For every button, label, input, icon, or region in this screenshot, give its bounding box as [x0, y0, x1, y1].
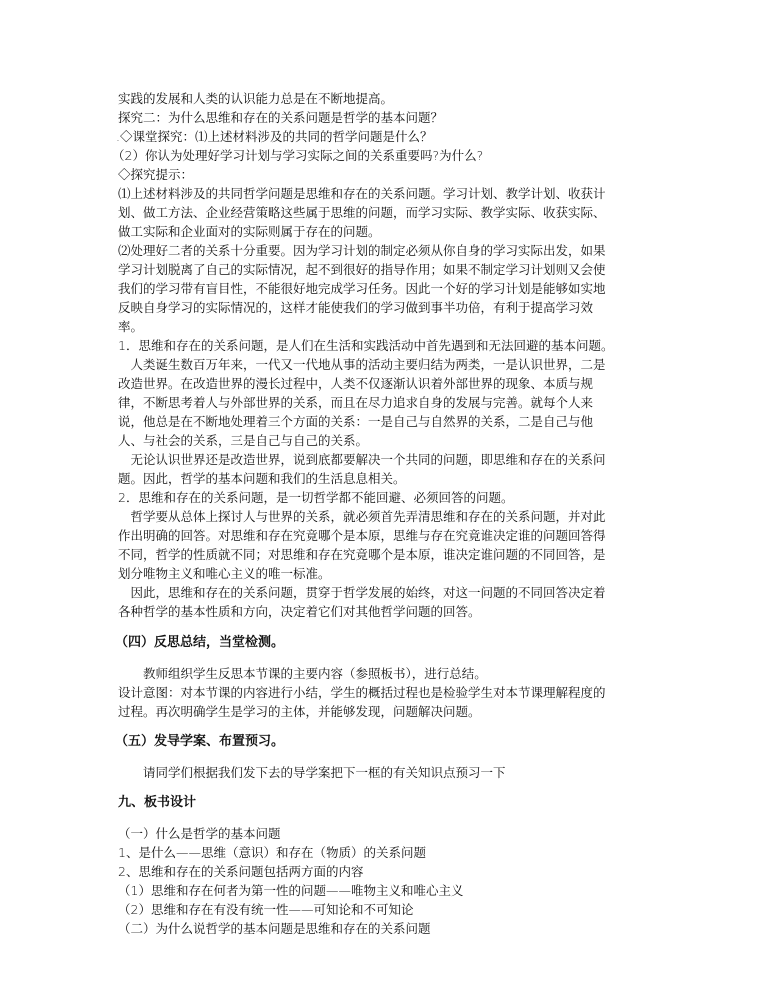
text-line: 设计意图：对本节课的内容进行小结，学生的概括过程也是检验学生对本节课理解程度的 — [118, 685, 606, 700]
text-line: 教师组织学生反思本节课的主要内容（参照板书），进行总结。 — [118, 666, 487, 681]
section-heading-board-design: 九、板书设计 — [118, 795, 197, 810]
text-line: 律，不断思考着人与外部世界的关系，而且在尽力追求自身的发展与完善。就每个人来 — [118, 395, 594, 410]
text-line: （二）为什么说哲学的基本问题是思维和存在的关系问题 — [118, 921, 431, 936]
text-line: ⑵处理好二者的关系十分重要。因为学习计划的制定必须从你自身的学习实际出发，如果 — [118, 243, 606, 258]
text-line: 各种哲学的基本性质和方向，决定着它们对其他哲学问题的回答。 — [118, 604, 481, 619]
text-line: 1、是什么——思维（意识）和存在（物质）的关系问题 — [118, 845, 426, 860]
text-line: 2、思维和存在的关系问题包括两方面的内容 — [118, 864, 364, 879]
section-heading-preview: （五）发导学案、布置预习。 — [115, 734, 285, 749]
text-line: 2．思维和存在的关系问题，是一切哲学都不能回避、必须回答的问题。 — [118, 490, 514, 505]
text-line: 人、与社会的关系，三是自己与自己的关系。 — [118, 433, 369, 448]
text-line: 人类诞生数百万年来，一代又一代地从事的活动主要归结为两类，一是认识世界，二是 — [118, 357, 606, 372]
text-line: 过程。再次明确学生是学习的主体，并能够发现，问题解决问题。 — [118, 704, 481, 719]
text-line: 1．思维和存在的关系问题，是人们在生活和实践活动中首先遇到和无法回避的基本问题。 — [118, 338, 614, 353]
heading-inquiry-two: 探究二：为什么思维和存在的关系问题是哲学的基本问题？ — [118, 110, 444, 125]
text-line: 学习计划脱离了自己的实际情况，起不到很好的指导作用；如果不制定学习计划则又会使 — [118, 262, 606, 277]
text-line: 做工实际和企业面对的实际则属于存在的问题。 — [118, 224, 381, 239]
text-line: 划分唯物主义和唯心主义的唯一标准。 — [118, 566, 331, 581]
text-line: 反映自身学习的实际情况的，这样才能使我们的学习做到事半功倍，有利于提高学习效 — [118, 300, 594, 315]
text-line: 我们的学习带有盲目性，不能很好地完成学习任务。因此一个好的学习计划是能够如实地 — [118, 281, 606, 296]
text-line: .◇课堂探究：⑴上述材料涉及的共同的哲学问题是什么？ — [116, 129, 433, 144]
text-line: 率。 — [118, 319, 144, 334]
text-line: ◇探究提示： — [118, 167, 194, 182]
text-line: （一）什么是哲学的基本问题 — [118, 826, 281, 841]
text-line: ⑴上述材料涉及的共同哲学问题是思维和存在的关系问题。学习计划、教学计划、收获计 — [118, 186, 606, 201]
text-line: 划、做工方法、企业经营策略这些属于思维的问题，而学习实际、教学实际、收获实际、 — [118, 205, 606, 220]
text-line: 请同学们根据我们发下去的导学案把下一框的有关知识点预习一下 — [118, 765, 506, 780]
text-line: （1）思维和存在何者为第一性的问题——唯物主义和唯心主义 — [118, 883, 464, 898]
text-line: 作出明确的回答。对思维和存在究竟哪个是本原，思维与存在究竟谁决定谁的问题回答得 — [118, 528, 606, 543]
text-line: 不同，哲学的性质就不同；对思维和存在究竟哪个是本原，谁决定谁问题的不同回答，是 — [118, 547, 606, 562]
text-line: 哲学要从总体上探讨人与世界的关系，就必须首先弄清思维和存在的关系问题，并对此 — [118, 509, 606, 524]
section-heading-reflection: （四）反思总结，当堂检测。 — [115, 635, 285, 650]
text-line: 改造世界。在改造世界的漫长过程中，人类不仅逐渐认识着外部世界的现象、本质与规 — [118, 376, 594, 391]
text-line: 实践的发展和人类的认识能力总是在不断地提高。 — [118, 91, 394, 106]
text-line: （2）你认为处理好学习计划与学习实际之间的关系重要吗?为什么? — [112, 148, 484, 163]
text-line: 无论认识世界还是改造世界，说到底都要解决一个共同的问题，即思维和存在的关系问 — [118, 452, 606, 467]
text-line: （2）思维和存在有没有统一性——可知论和不可知论 — [118, 902, 414, 917]
text-line: 说，他总是在不断地处理着三个方面的关系：一是自己与自然界的关系，二是自己与他 — [118, 414, 594, 429]
text-line: 因此，思维和存在的关系问题，贯穿于哲学发展的始终，对这一问题的不同回答决定着 — [118, 585, 606, 600]
text-line: 题。因此，哲学的基本问题和我们的生活息息相关。 — [118, 471, 406, 486]
